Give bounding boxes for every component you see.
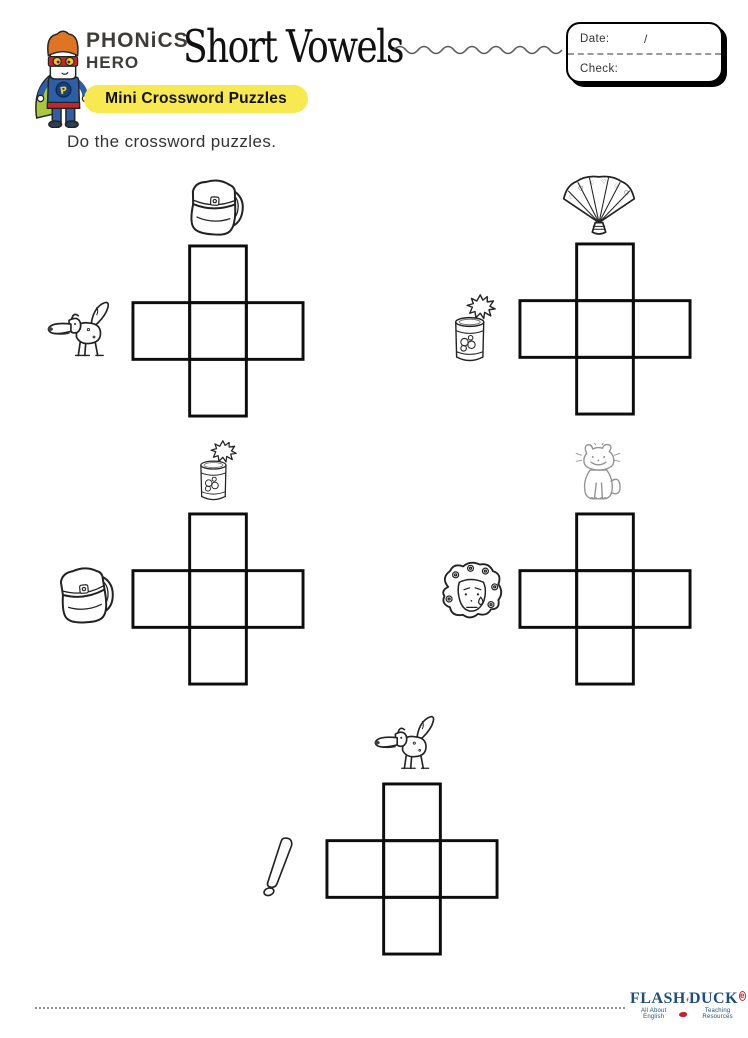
instruction-text: Do the crossword puzzles. [67, 132, 277, 151]
puzzle-5-crossword-grid [325, 782, 499, 956]
worksheet-subtitle-badge: Mini Crossword Puzzles [84, 85, 308, 113]
flashduck-brand-duck: DUCK [688, 990, 739, 1007]
puzzle-1-crossword-grid [131, 244, 305, 418]
footer-dotted-line [35, 1007, 625, 1009]
flashduck-logo [630, 991, 746, 1020]
flashduck-brand-flash: FLASH [630, 990, 686, 1007]
bat-icon [258, 836, 298, 902]
check-label: Check: [580, 63, 619, 75]
dog-icon [372, 714, 444, 774]
brand-line1: PHONiCS [86, 29, 189, 52]
date-slash: / [644, 32, 648, 46]
bag-icon [50, 561, 117, 628]
bag-icon [181, 174, 246, 239]
duck-icon [679, 1012, 687, 1017]
puzzle-2-crossword-grid [518, 242, 692, 416]
date-row [568, 24, 721, 55]
brand-logo [86, 30, 189, 71]
wavy-line-divider [393, 40, 563, 60]
puzzle-3-crossword-grid [131, 512, 305, 686]
can-icon [193, 440, 237, 509]
tagline-left: All About English [640, 1008, 667, 1020]
date-check-box [566, 22, 723, 83]
cat-icon [571, 443, 625, 504]
sad-face-icon [437, 559, 504, 626]
check-row [568, 55, 721, 83]
fan-icon [559, 173, 639, 236]
date-label: Date: [580, 33, 610, 45]
page-title: Short Vowels [183, 20, 403, 73]
flashduck-brand [630, 991, 746, 1007]
flashduck-logo-e-accent: e [740, 991, 745, 1000]
puzzle-4-crossword-grid [518, 512, 692, 686]
can-icon [447, 294, 496, 371]
brand-line2: HERO [86, 53, 140, 72]
tagline-right: Teaching Resources [702, 1008, 733, 1020]
dog-icon [45, 300, 119, 361]
